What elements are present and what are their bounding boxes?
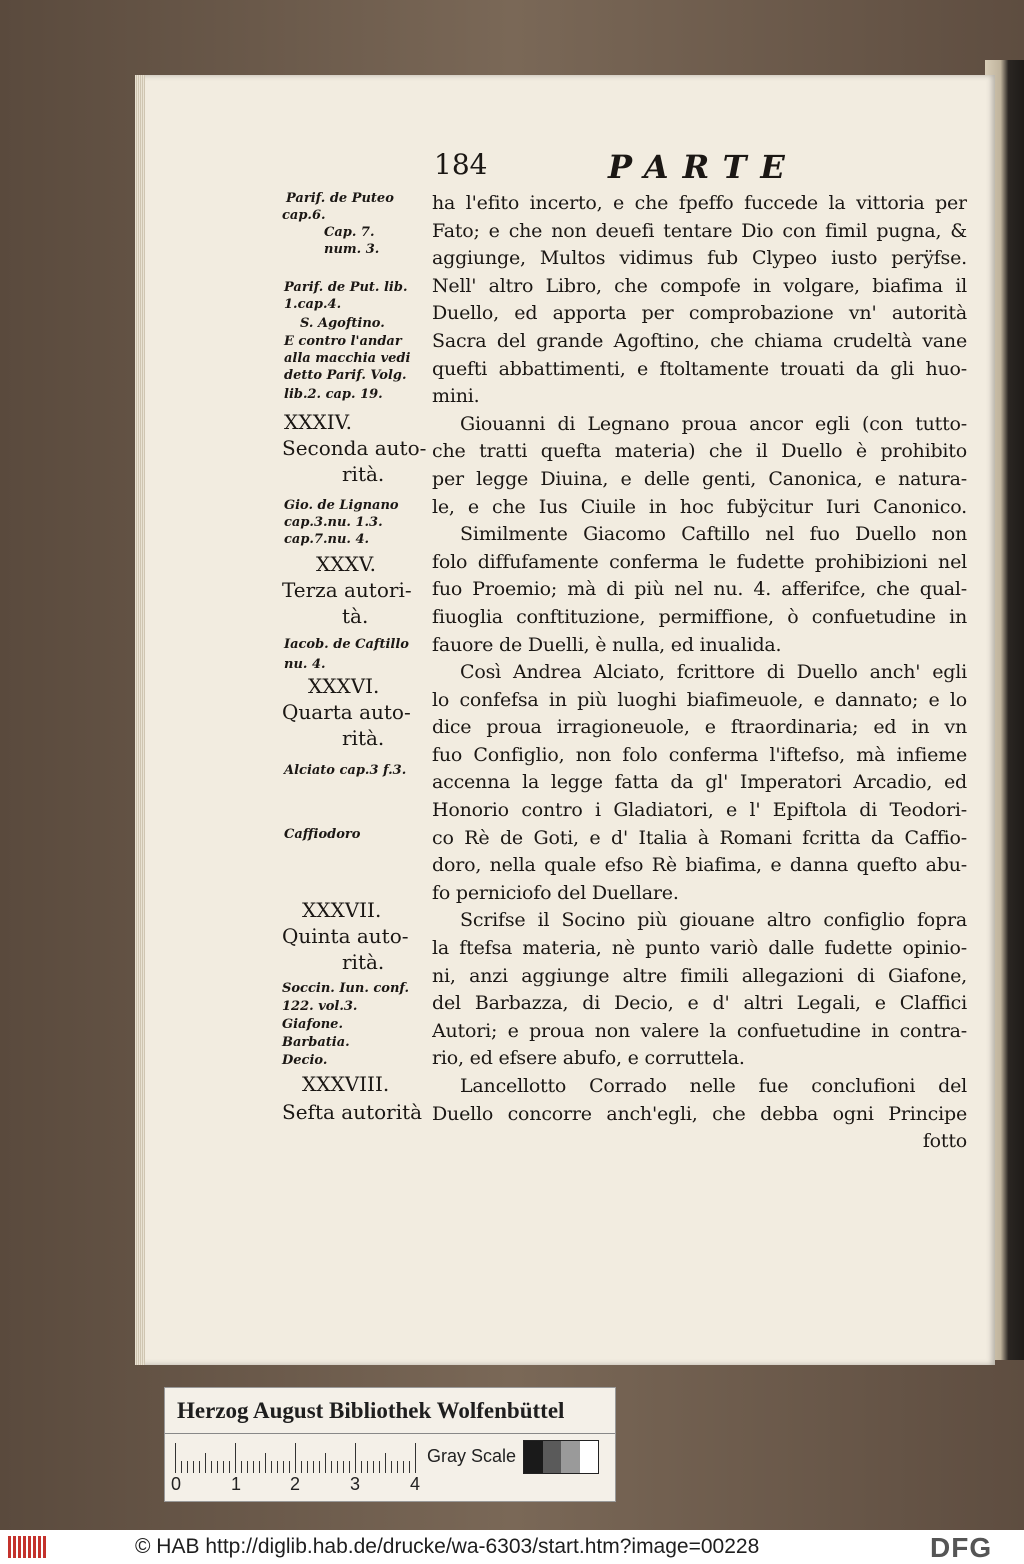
- chapter-label: rità.: [342, 462, 385, 486]
- chapter-label: tà.: [342, 604, 369, 628]
- ruler-tick: [259, 1461, 260, 1473]
- chapter-number: XXXV.: [316, 552, 377, 576]
- margin-note: Cap. 7.: [324, 225, 375, 240]
- ruler-tick: [295, 1443, 296, 1473]
- text-line: Similmente Giacomo Caftillo nel fuo Duello non: [460, 523, 967, 546]
- margin-note: nu. 4.: [284, 657, 326, 672]
- margin-note: alla macchia vedi: [284, 351, 411, 366]
- text-line: per legge Diuina, e delle genti, Canonica, e natura-: [432, 467, 967, 490]
- gray-scale-label: Gray Scale: [427, 1446, 517, 1466]
- chapter-number: XXXVI.: [308, 674, 380, 698]
- ruler-tick: [211, 1461, 212, 1473]
- text-line: lo confefsa in più luoghi biafimeuole, e dannato; e lo: [432, 688, 967, 711]
- ruler-tick: [175, 1443, 176, 1473]
- margin-note: Alciato cap.3 f.3.: [284, 763, 407, 778]
- margin-note: Iacob. de Caftillo: [284, 637, 409, 652]
- text-line: Così Andrea Alciato, fcrittore di Duello anch' egli: [460, 661, 967, 684]
- text-line: che tratti quefta materia) che il Duello è prohibito: [432, 440, 967, 463]
- ruler-tick: [391, 1461, 392, 1473]
- text-line: ni, anzi aggiunge altre fimili allegazioni di Giafone,: [432, 964, 967, 987]
- text-line: co Rè de Goti, e d' Italia à Romani fcritta da Caffio-: [432, 826, 967, 849]
- ruler-tick: [235, 1443, 236, 1473]
- text-line: Honorio contro i Gladiatori, e l' Epiftola di Teodori-: [432, 799, 967, 822]
- margin-note: 122. vol.3.: [282, 999, 358, 1014]
- gray-scale-swatches: [523, 1440, 599, 1474]
- ruler-tick: [361, 1461, 362, 1473]
- footer-bar: [0, 1530, 1024, 1564]
- text-line: rio, ed efsere abufo, e corruttela.: [432, 1047, 745, 1070]
- text-line: Scrifse il Socino più giouane altro configlio fopra: [460, 909, 967, 932]
- dfg-logo: DFG: [930, 1532, 993, 1563]
- text-line: del Barbazza, di Decio, e d' altri Legali, e Claffici: [432, 992, 967, 1015]
- margin-note: Gio. de Lignano: [284, 498, 399, 513]
- chapter-label: Sefta autorità: [282, 1100, 423, 1124]
- gray-swatch: [524, 1441, 543, 1473]
- margin-note: detto Parif. Volg.: [284, 368, 407, 383]
- ruler-tick: [253, 1461, 254, 1473]
- chapter-number: XXXIV.: [284, 410, 352, 434]
- margin-note: cap.7.nu. 4.: [284, 532, 370, 547]
- ruler-tick: [319, 1461, 320, 1473]
- scale-number: 1: [231, 1474, 242, 1494]
- card-divider: [165, 1433, 615, 1434]
- scale-number: 4: [410, 1474, 421, 1494]
- chapter-label: rità.: [342, 950, 385, 974]
- text-line: le, e che Ius Ciuile in hoc fubÿcitur Iuri Canonico.: [432, 495, 967, 518]
- margin-note: Parif. de Put. lib.: [284, 280, 408, 295]
- chapter-label: Quinta auto-: [282, 924, 409, 948]
- ruler-tick: [367, 1461, 368, 1473]
- margin-note: Soccin. Iun. conf.: [282, 981, 410, 996]
- scale-number: 2: [290, 1474, 301, 1494]
- ruler-tick: [373, 1461, 374, 1473]
- ruler-tick: [193, 1461, 194, 1473]
- text-line: Nell' altro Libro, che compofe in volgare, biafima il: [432, 274, 967, 297]
- ruler-tick: [301, 1461, 302, 1473]
- ruler-tick: [313, 1461, 314, 1473]
- text-line: fuo Proemio; mà di più nel nu. 4. afferifce, che qual-: [432, 578, 967, 601]
- text-line: Duello, ed apporta per comprobazione vn' autorità: [432, 302, 967, 325]
- text-line: aggiunge, Multos vidimus fub Clypeo iusto perÿfse.: [432, 247, 967, 270]
- catchword: fotto: [922, 1130, 967, 1153]
- text-line: doro, nella quale efso Rè biafima, e danna quefto abu-: [432, 854, 967, 877]
- text-line: ha l'efito incerto, e che fpeffo fuccede la vittoria per: [432, 192, 967, 214]
- gray-swatch: [580, 1441, 599, 1473]
- margin-note: cap.6.: [282, 208, 326, 223]
- ruler-tick: [403, 1461, 404, 1473]
- margin-note: Caffiodoro: [284, 827, 361, 842]
- text-line: Autori; e proua non valere la confuetudine in contra-: [432, 1019, 967, 1042]
- chapter-label: Terza autori-: [282, 578, 412, 602]
- scale-number: 0: [171, 1474, 182, 1494]
- page-number: 184: [434, 148, 488, 181]
- margin-note: Decio.: [282, 1053, 328, 1068]
- ruler-tick: [241, 1461, 242, 1473]
- ruler-tick: [181, 1461, 182, 1473]
- hab-logo-icon: [8, 1536, 48, 1558]
- margin-note: cap.3.nu. 1.3.: [284, 515, 383, 530]
- scale-number: 3: [350, 1474, 361, 1494]
- measure-ruler: [175, 1443, 415, 1473]
- source-url[interactable]: © HAB http://diglib.hab.de/drucke/wa-6303/start.htm?image=00228: [135, 1535, 760, 1558]
- running-title: PARTE: [608, 148, 799, 186]
- running-head: [430, 148, 830, 188]
- margin-note: S. Agoftino.: [300, 316, 385, 331]
- ruler-tick: [217, 1461, 218, 1473]
- ruler-tick: [223, 1461, 224, 1473]
- ruler-tick: [199, 1461, 200, 1473]
- margin-note: Barbatia.: [282, 1035, 350, 1050]
- gray-swatch: [561, 1441, 580, 1473]
- ruler-tick: [325, 1453, 326, 1473]
- chapter-number: XXXVIII.: [302, 1072, 390, 1096]
- text-line: accenna la legge fatta da gl' Imperatori Arcadio, ed: [432, 771, 967, 794]
- text-line: Fato; e che non deuefi tentare Dio con fimil pugna, &: [432, 219, 967, 242]
- ruler-tick: [283, 1461, 284, 1473]
- ruler-tick: [331, 1461, 332, 1473]
- body-text: [432, 190, 967, 1156]
- ruler-tick: [385, 1453, 386, 1473]
- text-line: Lancellotto Corrado nelle fue conclufioni del: [460, 1075, 967, 1097]
- library-scale-card: [164, 1387, 616, 1502]
- margin-note: 1.cap.4.: [284, 297, 342, 312]
- page-edges: [135, 75, 145, 1365]
- ruler-tick: [247, 1461, 248, 1473]
- text-line: quefti abbattimenti, e ftoltamente trouati da gli huo-: [432, 357, 967, 380]
- library-name: Herzog August Bibliothek Wolfenbüttel: [177, 1398, 565, 1423]
- ruler-tick: [187, 1461, 188, 1473]
- text-line: fauore de Duelli, è nulla, ed inualida.: [432, 633, 782, 656]
- ruler-tick: [409, 1461, 410, 1473]
- ruler-tick: [397, 1461, 398, 1473]
- ruler-tick: [229, 1461, 230, 1473]
- text-line: fo perniciofo del Duellare.: [432, 881, 679, 904]
- margin-note: E contro l'andar: [284, 334, 402, 349]
- text-line: folo diffufamente conferma le fudette prohibizioni nel: [432, 550, 967, 573]
- chapter-label: Quarta auto-: [282, 700, 411, 724]
- ruler-tick: [277, 1461, 278, 1473]
- text-line: mini.: [432, 385, 480, 408]
- ruler-tick: [379, 1461, 380, 1473]
- ruler-tick: [271, 1461, 272, 1473]
- text-line: fuo Configlio, non folo conferma l'iftefso, mà infieme: [432, 743, 967, 766]
- margin-note: Giafone.: [282, 1017, 343, 1032]
- chapter-label: rità.: [342, 726, 385, 750]
- margin-note: num. 3.: [324, 242, 380, 257]
- ruler-tick: [337, 1461, 338, 1473]
- ruler-tick: [205, 1453, 206, 1473]
- ruler-tick: [289, 1461, 290, 1473]
- ruler-tick: [415, 1443, 416, 1473]
- text-line: Duello concorre anch'egli, che debba ogni Principe: [432, 1102, 967, 1125]
- ruler-tick: [355, 1443, 356, 1473]
- text-line: fiuoglia conftituzione, permiffione, ò confuetudine in: [432, 605, 967, 628]
- ruler-tick: [349, 1461, 350, 1473]
- margin-note: Parif. de Puteo: [286, 191, 394, 206]
- margin-note: lib.2. cap. 19.: [284, 387, 383, 402]
- chapter-number: XXXVII.: [302, 898, 382, 922]
- ruler-tick: [343, 1461, 344, 1473]
- chapter-label: Seconda auto-: [282, 436, 427, 460]
- text-line: la ftefsa materia, nè punto variò dalle fudette opinio-: [432, 937, 967, 960]
- gray-swatch: [543, 1441, 562, 1473]
- text-line: dice proua irragioneuole, e ftraordinaria; ed in vn: [432, 716, 967, 739]
- ruler-tick: [307, 1461, 308, 1473]
- ruler-tick: [265, 1453, 266, 1473]
- text-line: Giouanni di Legnano proua ancor egli (con tutto-: [460, 412, 967, 435]
- text-line: Sacra del grande Agoftino, che chiama crudeltà vane: [432, 329, 967, 352]
